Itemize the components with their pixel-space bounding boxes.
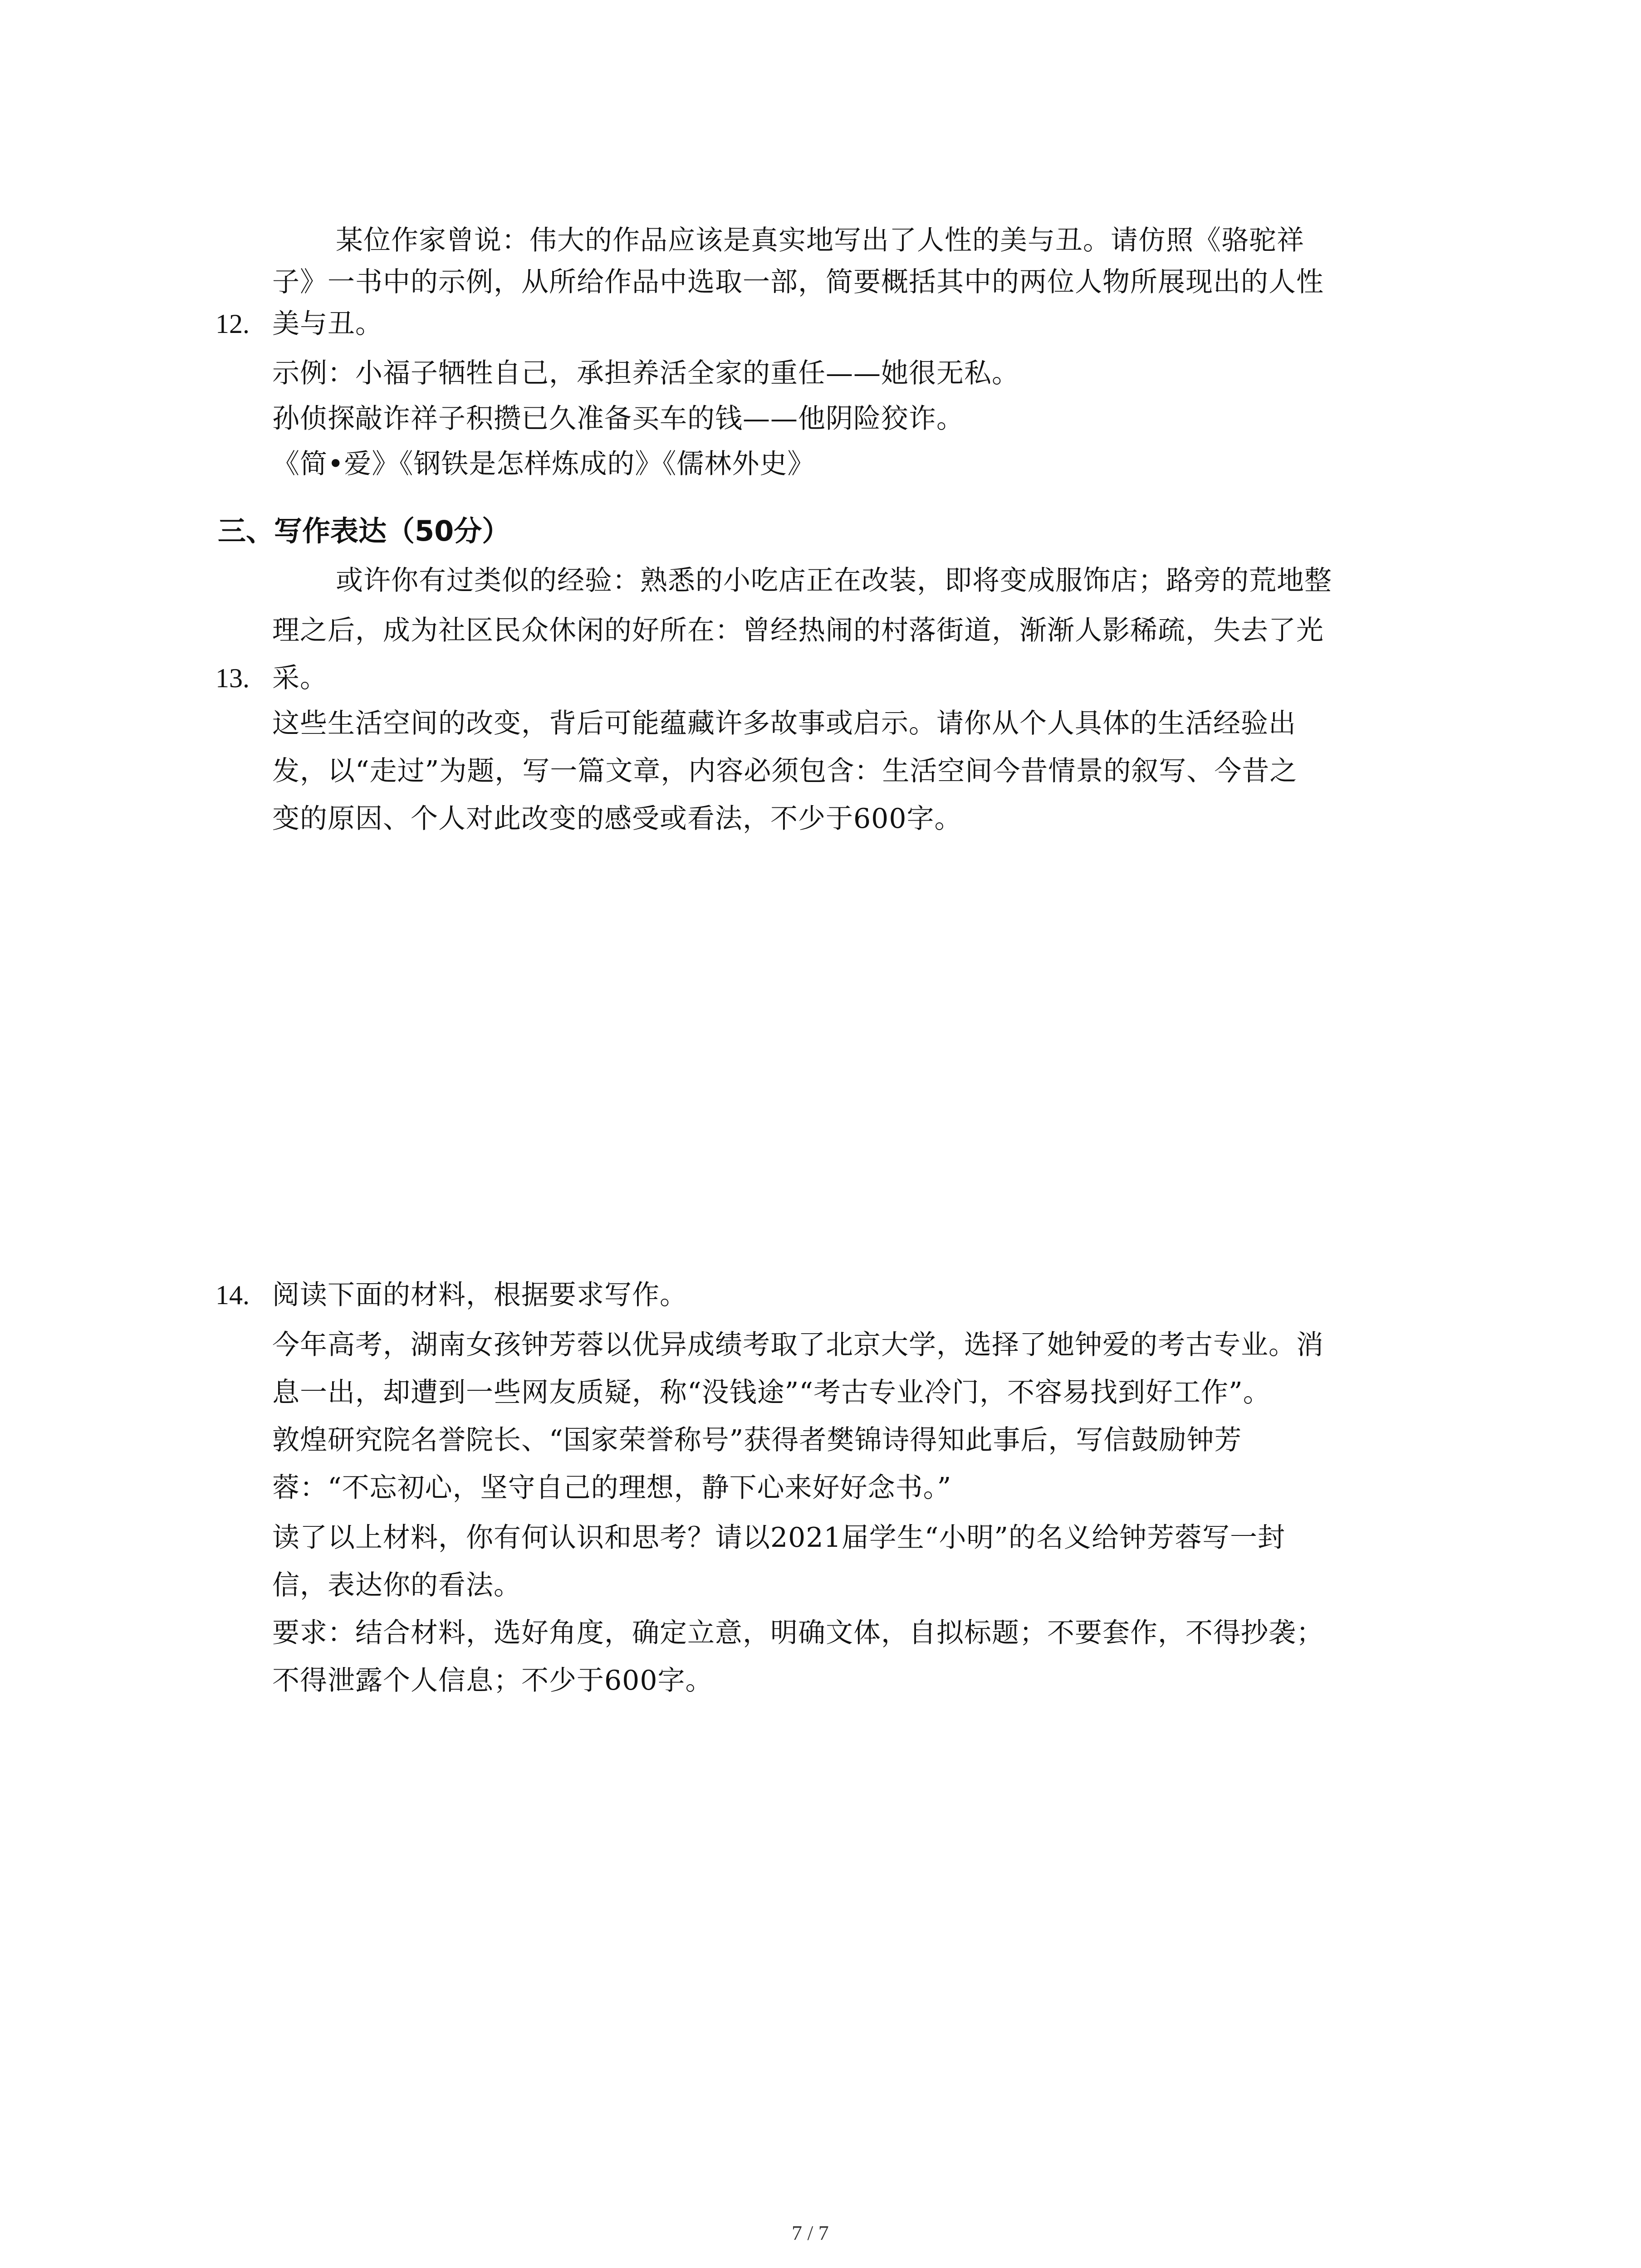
q14-line-1: 阅读下面的材料，根据要求写作。 [272, 1279, 687, 1311]
q13-number: 13. [216, 663, 250, 693]
section-heading: 三、写作表达（50分） [218, 514, 510, 547]
q14-line-8: 要求：结合材料，选好角度，确定立意，明确文体，自拟标题；不要套作，不得抄袭； [272, 1617, 1324, 1649]
q14-line-4: 敦煌研究院名誉院长、“国家荣誉称号”获得者樊锦诗得知此事后，写信鼓励钟芳 [272, 1424, 1242, 1456]
q14-line-6: 读了以上材料，你有何认识和思考？请以2021届学生“小明”的名义给钟芳蓉写一封 [272, 1522, 1286, 1554]
q12-number: 12. [216, 309, 250, 339]
q12-line-1: 某位作家曾说：伟大的作品应该是真实地写出了人性的美与丑。请仿照《骆驼祥 [336, 225, 1304, 256]
q13-line-3: 采。 [272, 662, 328, 694]
q12-example-line-1: 示例：小福子牺牲自己，承担养活全家的重任——她很无私。 [272, 357, 1019, 389]
page-number: 7 / 7 [792, 2221, 829, 2244]
q14-line-5: 蓉：“不忘初心，坚守自己的理想，静下心来好好念书。” [272, 1472, 952, 1504]
q12-line-3: 美与丑。 [272, 308, 383, 340]
q13-line-1: 或许你有过类似的经验：熟悉的小吃店正在改装，即将变成服饰店；路旁的荒地整 [336, 565, 1332, 596]
q14-line-7: 信，表达你的看法。 [272, 1569, 521, 1601]
q13-line-2: 理之后，成为社区民众休闲的好所在：曾经热闹的村落街道，渐渐人影稀疏，失去了光 [272, 615, 1324, 646]
q12-works-list: 《简•爱》《钢铁是怎样炼成的》《儒林外史》 [272, 448, 815, 480]
q13-line-4: 这些生活空间的改变，背后可能蕴藏许多故事或启示。请你从个人具体的生活经验出 [272, 708, 1296, 739]
q14-line-3: 息一出，却遭到一些网友质疑，称“没钱途”“考古专业冷门，不容易找到好工作”。 [272, 1377, 1271, 1408]
q13-line-5: 发，以“走过”为题，写一篇文章，内容必须包含：生活空间今昔情景的叙写、今昔之 [272, 755, 1298, 787]
q13-line-6: 变的原因、个人对此改变的感受或看法，不少于600字。 [272, 803, 962, 835]
q14-number: 14. [216, 1280, 250, 1310]
q12-example-line-2: 孙侦探敲诈祥子积攒已久准备买车的钱——他阴险狡诈。 [272, 403, 964, 435]
q14-line-9: 不得泄露个人信息；不少于600字。 [272, 1665, 713, 1696]
q14-line-2: 今年高考，湖南女孩钟芳蓉以优异成绩考取了北京大学，选择了她钟爱的考古专业。消 [272, 1329, 1324, 1361]
q12-line-2: 子》一书中的示例，从所给作品中选取一部，简要概括其中的两位人物所展现出的人性 [272, 266, 1324, 298]
